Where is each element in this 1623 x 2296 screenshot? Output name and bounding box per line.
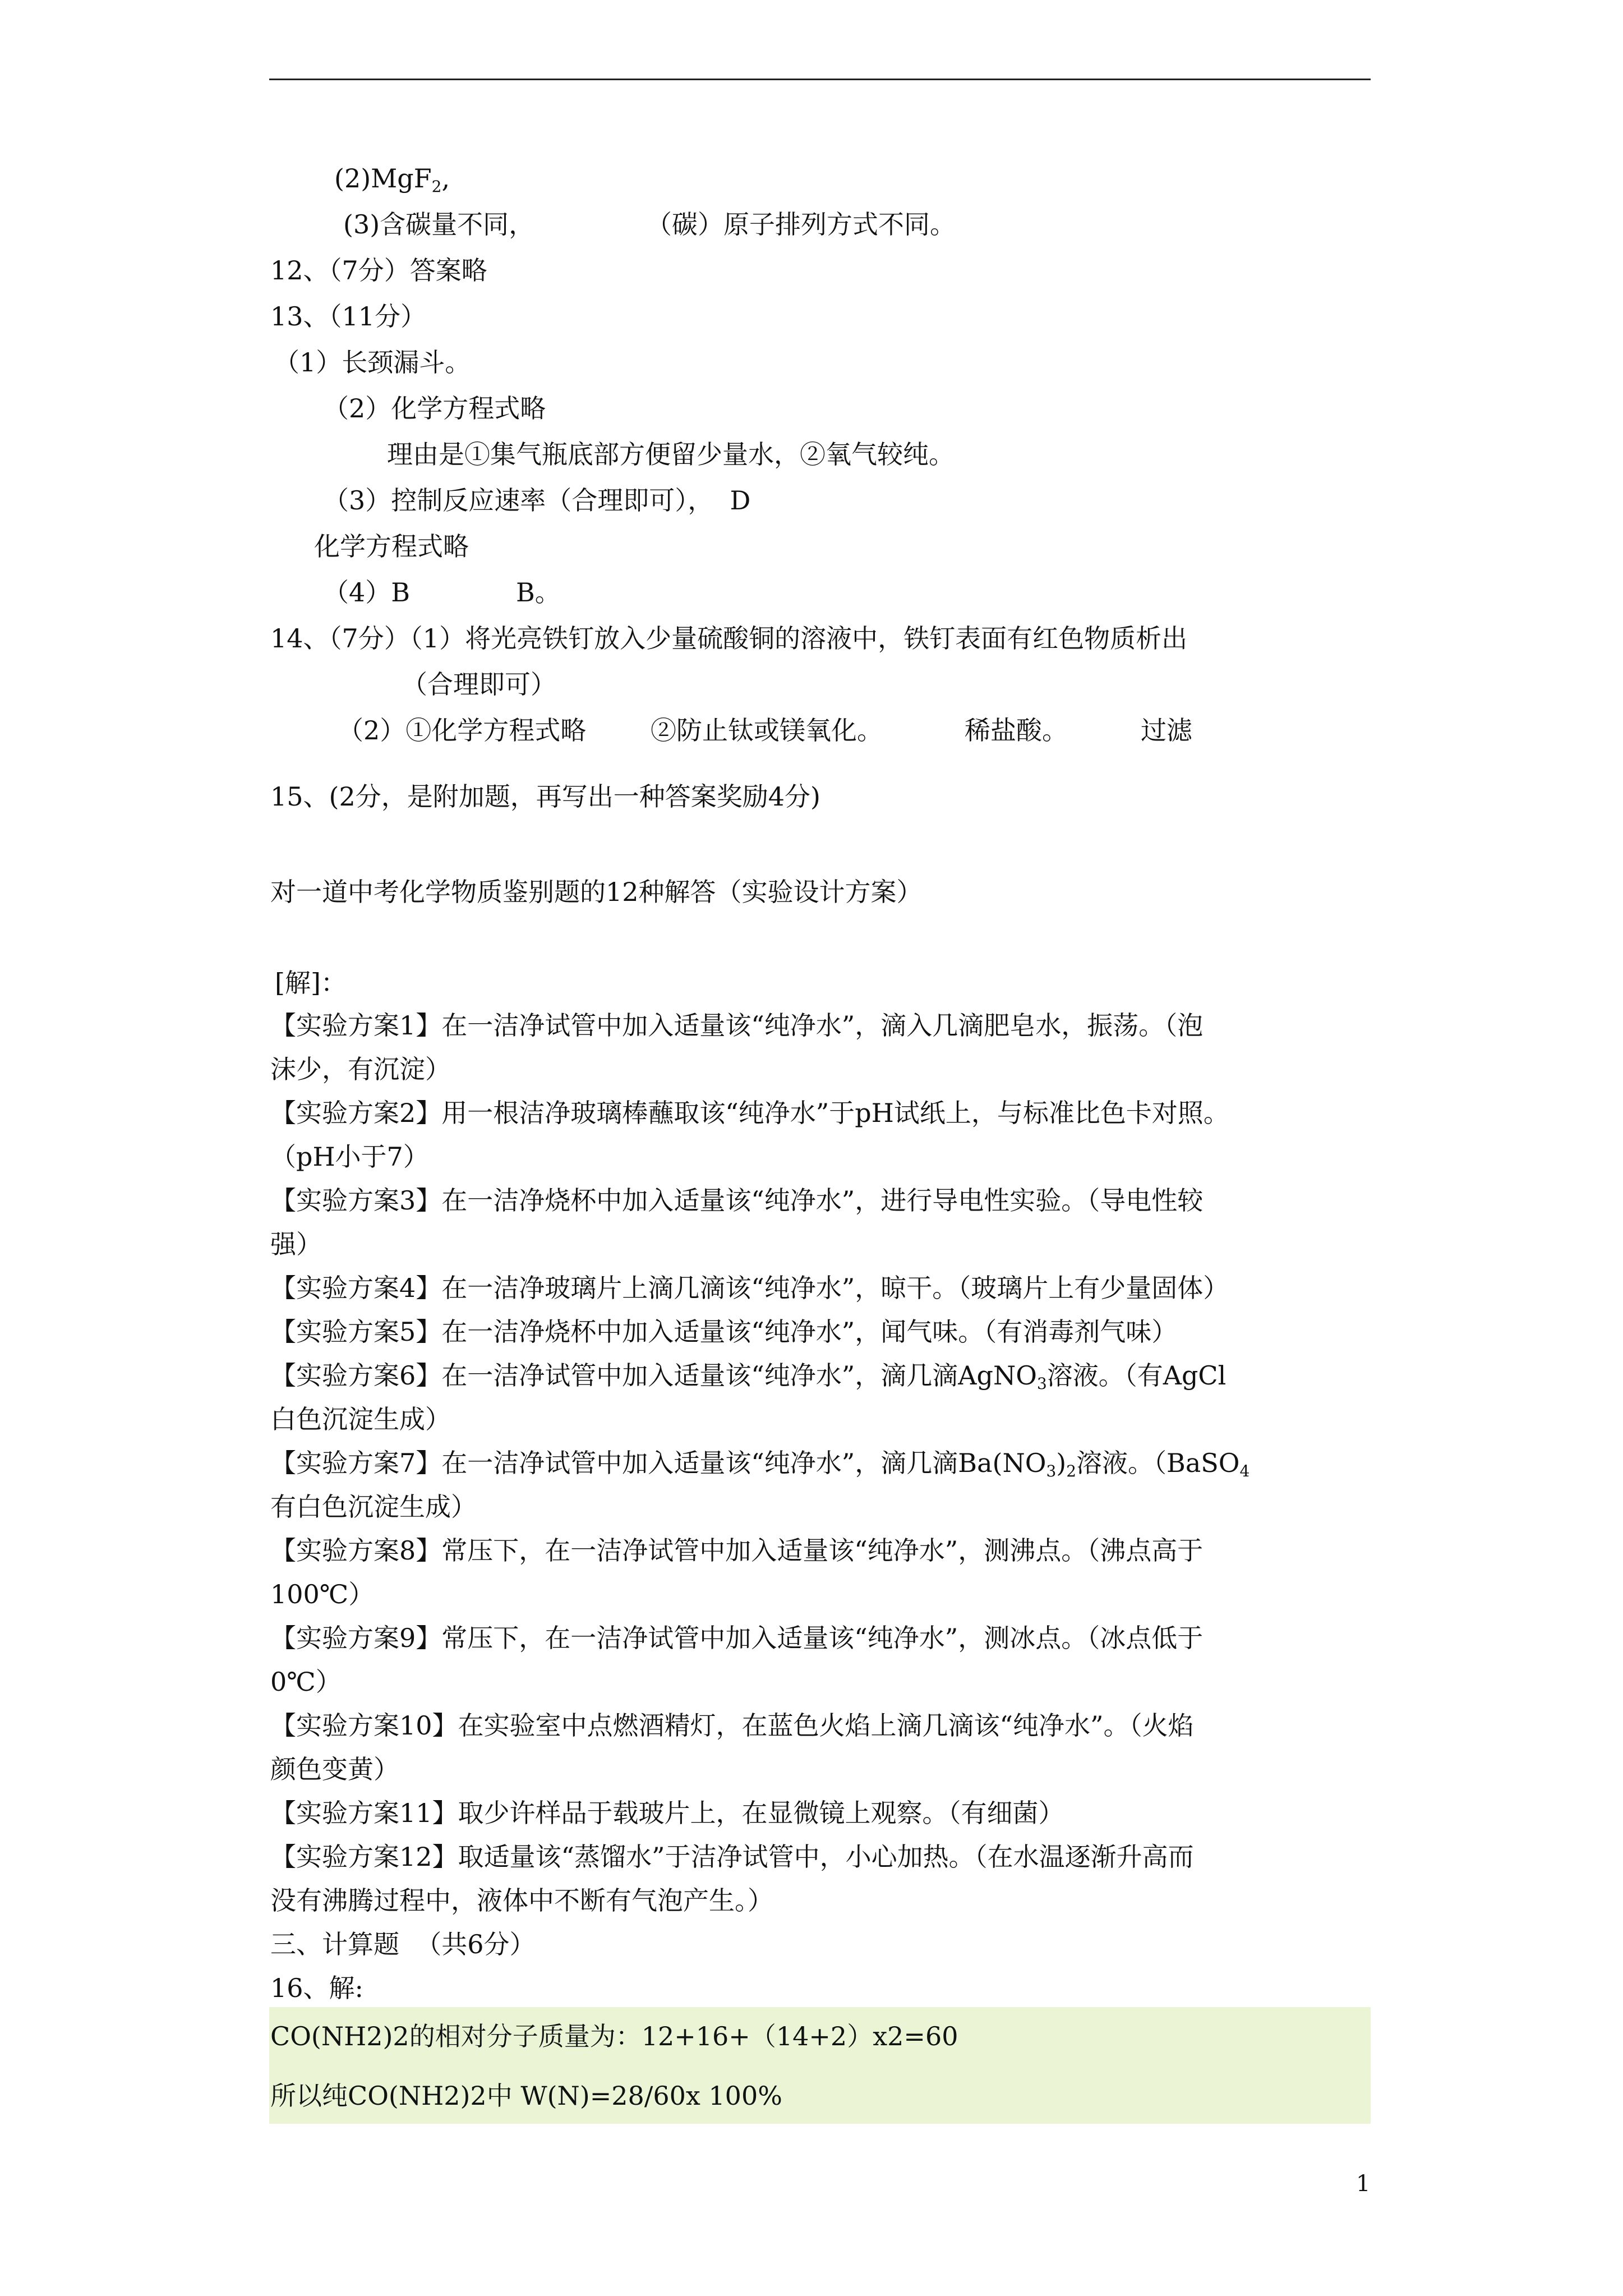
- plan4-line: 【实验方案4】在一洁净玻璃片上滴几滴该“纯净水”，晾干。（玻璃片上有少量固体）: [270, 1273, 1229, 1303]
- plan3-line1: 【实验方案3】在一洁净烧杯中加入适量该“纯净水”，进行导电性实验。（导电性较: [270, 1185, 1204, 1216]
- q16-line: 16、解:: [270, 1973, 364, 2003]
- q13-part2: （2）化学方程式略: [323, 393, 546, 424]
- calc-line1: CO(NH2)2的相对分子质量为：12+16+（14+2）x2=60: [270, 2021, 958, 2051]
- q13-part3-equation: 化学方程式略: [314, 531, 469, 562]
- q14-line2: （合理即可）: [402, 669, 556, 700]
- solution-label: [解]：: [275, 968, 347, 998]
- item11-part3-a: (3)含碳量不同，: [343, 209, 535, 240]
- plan12-line2: 没有沸腾过程中，液体中不断有气泡产生。）: [270, 1885, 773, 1916]
- q13-part3: （3）控制反应速率（合理即可）， D: [323, 485, 751, 516]
- q14-line1: 14、（7分）（1）将光亮铁钉放入少量硫酸铜的溶液中，铁钉表面有红色物质析出: [270, 623, 1188, 654]
- plan8-line2: 100℃）: [270, 1579, 375, 1609]
- plan8-line1: 【实验方案8】常压下，在一洁净试管中加入适量该“纯净水”，测沸点。（沸点高于: [270, 1535, 1204, 1566]
- plan11-line: 【实验方案11】取少许样品于载玻片上，在显微镜上观察。（有细菌）: [270, 1798, 1064, 1828]
- q15-line: 15、(2分，是附加题，再写出一种答案奖励4分): [270, 781, 820, 812]
- plan9-line2: 0℃）: [270, 1667, 342, 1697]
- section-title: 对一道中考化学物质鉴别题的12种解答（实验设计方案）: [270, 877, 923, 907]
- plan10-line1: 【实验方案10】在实验室中点燃酒精灯，在蓝色火焰上滴几滴该“纯净水”。（火焰: [270, 1710, 1194, 1741]
- item11-part2: (2)MgF$_2$,: [334, 163, 450, 196]
- q14-part2-a: （2）①化学方程式略: [338, 715, 587, 746]
- q12-line: 12、（7分）答案略: [270, 255, 487, 286]
- q13-part4-a: （4）B: [323, 577, 411, 608]
- header-rule: [269, 79, 1371, 80]
- q14-part2-d: 过滤: [1141, 715, 1192, 746]
- plan7-line1: 【实验方案7】在一洁净试管中加入适量该“纯净水”，滴几滴$Ba(NO_3)_2$溶液。（BaSO$_4$: [270, 1448, 1250, 1480]
- section3-title: 三、计算题 （共6分）: [270, 1929, 536, 1959]
- plan2-line1: 【实验方案2】用一根洁净玻璃棒蘸取该“纯净水”于pH试纸上，与标准比色卡对照。: [270, 1098, 1229, 1128]
- calc-line2: 所以纯CO(NH2)2中 W(N)=28/60x 100%: [270, 2081, 782, 2111]
- q13-header: 13、（11分）: [270, 301, 427, 332]
- q13-part1: （1）长颈漏斗。: [274, 347, 471, 378]
- plan1-line2: 沫少，有沉淀）: [270, 1054, 451, 1084]
- plan5-line: 【实验方案5】在一洁净烧杯中加入适量该“纯净水”，闻气味。（有消毒剂气味）: [270, 1317, 1178, 1347]
- plan2-line2: （pH小于7）: [270, 1142, 429, 1172]
- q13-part4-b: B。: [516, 577, 561, 608]
- item11-part3-b: （碳）原子排列方式不同。: [646, 209, 956, 240]
- plan10-line2: 颜色变黄）: [270, 1754, 399, 1784]
- plan7-line2: 有白色沉淀生成）: [270, 1492, 477, 1522]
- q13-part2-reason: 理由是①集气瓶底部方便留少量水，②氧气较纯。: [387, 439, 955, 470]
- plan6-line2: 白色沉淀生成）: [270, 1404, 451, 1434]
- plan1-line1: 【实验方案1】在一洁净试管中加入适量该“纯净水”，滴入几滴肥皂水，振荡。（泡: [270, 1010, 1204, 1041]
- plan6-line1: 【实验方案6】在一洁净试管中加入适量该“纯净水”，滴几滴AgNO$_3$溶液。（有AgCl: [270, 1360, 1227, 1393]
- plan12-line1: 【实验方案12】取适量该“蒸馏水”于洁净试管中，小心加热。（在水温逐渐升高而: [270, 1842, 1194, 1872]
- plan9-line1: 【实验方案9】常压下，在一洁净试管中加入适量该“纯净水”，测冰点。（冰点低于: [270, 1623, 1204, 1653]
- plan3-line2: 强）: [270, 1229, 322, 1259]
- q14-part2-b: ②防止钛或镁氧化。: [651, 715, 883, 746]
- page-number: 1: [1356, 2171, 1371, 2197]
- q14-part2-c: 稀盐酸。: [965, 715, 1068, 746]
